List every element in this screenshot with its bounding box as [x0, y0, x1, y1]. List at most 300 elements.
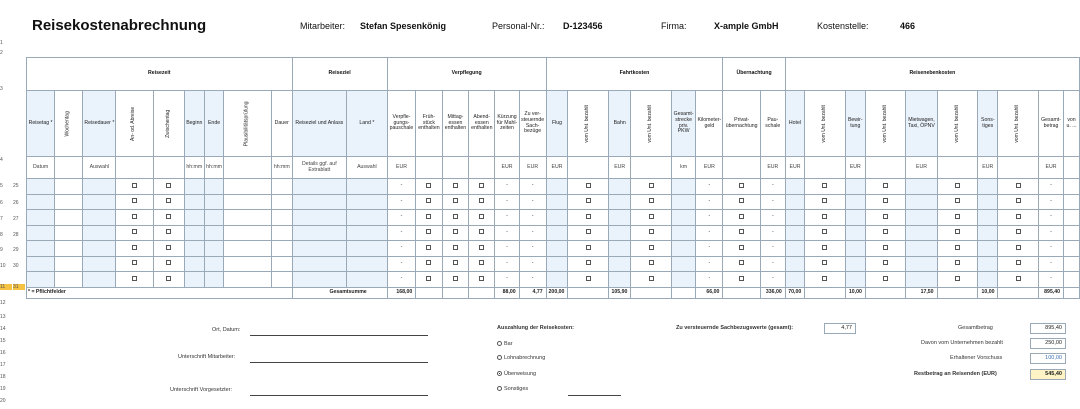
row-number[interactable]: 8: [0, 232, 3, 238]
radio-icon[interactable]: [497, 355, 502, 360]
checkbox-cell[interactable]: [805, 241, 846, 257]
checkbox-cell[interactable]: [865, 241, 906, 257]
input-cell[interactable]: [608, 225, 630, 241]
checkbox-cell[interactable]: [416, 225, 442, 241]
input-cell[interactable]: [978, 225, 998, 241]
checkbox-cell[interactable]: [568, 256, 609, 272]
checkbox-cell[interactable]: [631, 241, 672, 257]
checkbox-icon[interactable]: [1016, 229, 1021, 234]
checkbox-icon[interactable]: [426, 183, 431, 188]
checkbox-icon[interactable]: [1016, 214, 1021, 219]
checkbox-cell[interactable]: [998, 210, 1039, 226]
checkbox-cell[interactable]: [631, 179, 672, 195]
input-cell[interactable]: [978, 210, 998, 226]
checkbox-icon[interactable]: [426, 214, 431, 219]
checkbox-cell[interactable]: [116, 179, 153, 195]
row-number[interactable]: 13: [0, 314, 6, 320]
input-cell[interactable]: [27, 179, 55, 195]
checkbox-icon[interactable]: [739, 245, 744, 250]
input-cell[interactable]: [546, 179, 568, 195]
input-cell[interactable]: [292, 225, 346, 241]
checkbox-icon[interactable]: [453, 245, 458, 250]
input-cell[interactable]: [292, 179, 346, 195]
row-number[interactable]: 5: [0, 183, 3, 189]
checkbox-icon[interactable]: [166, 214, 171, 219]
checkbox-cell[interactable]: [442, 241, 469, 257]
checkbox-icon[interactable]: [883, 260, 888, 265]
checkbox-cell[interactable]: [805, 272, 846, 288]
input-cell[interactable]: [184, 241, 204, 257]
checkbox-icon[interactable]: [883, 183, 888, 188]
input-cell[interactable]: [978, 194, 998, 210]
input-cell[interactable]: [27, 225, 55, 241]
checkbox-cell[interactable]: [998, 256, 1039, 272]
checkbox-icon[interactable]: [955, 198, 960, 203]
row-number[interactable]: 7: [0, 216, 3, 222]
checkbox-cell[interactable]: [416, 272, 442, 288]
checkbox-icon[interactable]: [426, 229, 431, 234]
checkbox-cell[interactable]: [631, 272, 672, 288]
checkbox-cell[interactable]: [568, 194, 609, 210]
input-cell[interactable]: [608, 179, 630, 195]
checkbox-icon[interactable]: [586, 229, 591, 234]
input-cell[interactable]: [785, 241, 805, 257]
data-row-number[interactable]: 30: [13, 263, 19, 269]
checkbox-cell[interactable]: [937, 225, 978, 241]
input-cell[interactable]: [906, 179, 937, 195]
checkbox-icon[interactable]: [586, 245, 591, 250]
checkbox-cell[interactable]: [805, 256, 846, 272]
employee-value[interactable]: Stefan Spesenkönig: [360, 21, 447, 31]
input-cell[interactable]: [906, 241, 937, 257]
data-row-number[interactable]: 28: [13, 232, 19, 238]
checkbox-cell[interactable]: [865, 179, 906, 195]
input-cell[interactable]: [184, 225, 204, 241]
input-cell[interactable]: [845, 241, 865, 257]
checkbox-cell[interactable]: [568, 241, 609, 257]
row-number[interactable]: 15: [0, 338, 6, 344]
checkbox-cell[interactable]: [442, 225, 469, 241]
checkbox-icon[interactable]: [453, 214, 458, 219]
checkbox-cell[interactable]: [116, 225, 153, 241]
sonstiges-line[interactable]: [568, 395, 621, 396]
input-cell[interactable]: [83, 194, 116, 210]
input-cell[interactable]: [906, 256, 937, 272]
checkbox-cell[interactable]: [937, 241, 978, 257]
data-row-number[interactable]: 25: [13, 183, 19, 189]
input-cell[interactable]: [292, 241, 346, 257]
option-bar[interactable]: Bar: [497, 341, 513, 347]
checkbox-icon[interactable]: [453, 183, 458, 188]
checkbox-icon[interactable]: [479, 183, 484, 188]
input-cell[interactable]: [978, 179, 998, 195]
option-ueberweisung[interactable]: Überweisung: [497, 371, 536, 377]
row-number[interactable]: 14: [0, 326, 6, 332]
input-cell[interactable]: [785, 272, 805, 288]
input-cell[interactable]: [906, 194, 937, 210]
checkbox-icon[interactable]: [426, 260, 431, 265]
checkbox-icon[interactable]: [166, 183, 171, 188]
checkbox-icon[interactable]: [453, 229, 458, 234]
checkbox-icon[interactable]: [1016, 198, 1021, 203]
checkbox-cell[interactable]: [865, 272, 906, 288]
checkbox-cell[interactable]: [865, 194, 906, 210]
checkbox-cell[interactable]: [805, 225, 846, 241]
checkbox-cell[interactable]: [442, 194, 469, 210]
input-cell[interactable]: [83, 210, 116, 226]
checkbox-cell[interactable]: [723, 179, 761, 195]
row-number[interactable]: 20: [0, 398, 6, 404]
checkbox-cell[interactable]: [805, 210, 846, 226]
input-cell[interactable]: [608, 272, 630, 288]
checkbox-cell[interactable]: [631, 194, 672, 210]
checkbox-cell[interactable]: [723, 272, 761, 288]
checkbox-icon[interactable]: [822, 214, 827, 219]
checkbox-icon[interactable]: [739, 260, 744, 265]
checkbox-icon[interactable]: [586, 214, 591, 219]
checkbox-icon[interactable]: [739, 229, 744, 234]
input-cell[interactable]: [671, 272, 695, 288]
checkbox-cell[interactable]: [116, 256, 153, 272]
input-cell[interactable]: [292, 256, 346, 272]
input-cell[interactable]: [671, 194, 695, 210]
input-cell[interactable]: [785, 256, 805, 272]
input-cell[interactable]: [785, 179, 805, 195]
unternehmen-value[interactable]: 250,00: [1030, 338, 1066, 349]
checkbox-cell[interactable]: [153, 256, 184, 272]
input-cell[interactable]: [845, 256, 865, 272]
checkbox-icon[interactable]: [1016, 245, 1021, 250]
checkbox-cell[interactable]: [469, 241, 495, 257]
checkbox-cell[interactable]: [937, 210, 978, 226]
checkbox-icon[interactable]: [739, 183, 744, 188]
checkbox-icon[interactable]: [426, 276, 431, 281]
input-cell[interactable]: [845, 225, 865, 241]
input-cell[interactable]: [546, 256, 568, 272]
checkbox-icon[interactable]: [883, 198, 888, 203]
input-cell[interactable]: [204, 241, 223, 257]
input-cell[interactable]: [671, 241, 695, 257]
checkbox-cell[interactable]: [116, 241, 153, 257]
checkbox-cell[interactable]: [865, 210, 906, 226]
input-cell[interactable]: [671, 256, 695, 272]
input-cell[interactable]: [608, 241, 630, 257]
checkbox-cell[interactable]: [937, 194, 978, 210]
checkbox-icon[interactable]: [649, 245, 654, 250]
row-number[interactable]: 17: [0, 362, 6, 368]
input-cell[interactable]: [204, 179, 223, 195]
checkbox-icon[interactable]: [739, 198, 744, 203]
checkbox-icon[interactable]: [883, 229, 888, 234]
checkbox-cell[interactable]: [469, 194, 495, 210]
checkbox-cell[interactable]: [116, 210, 153, 226]
input-cell[interactable]: [83, 225, 116, 241]
checkbox-icon[interactable]: [822, 276, 827, 281]
checkbox-cell[interactable]: [631, 256, 672, 272]
input-cell[interactable]: [671, 179, 695, 195]
checkbox-cell[interactable]: [442, 210, 469, 226]
row-number[interactable]: 2: [0, 50, 3, 56]
checkbox-icon[interactable]: [822, 245, 827, 250]
radio-selected-icon[interactable]: [497, 371, 502, 376]
ort-datum-line[interactable]: [250, 335, 428, 336]
checkbox-cell[interactable]: [723, 194, 761, 210]
checkbox-icon[interactable]: [822, 183, 827, 188]
checkbox-icon[interactable]: [166, 276, 171, 281]
input-cell[interactable]: [978, 241, 998, 257]
input-cell[interactable]: [906, 225, 937, 241]
row-number[interactable]: 1: [0, 40, 3, 46]
checkbox-icon[interactable]: [479, 260, 484, 265]
checkbox-icon[interactable]: [586, 260, 591, 265]
checkbox-icon[interactable]: [166, 229, 171, 234]
data-row-number[interactable]: 31: [13, 284, 25, 290]
row-number-selected[interactable]: 11: [0, 284, 12, 290]
input-cell[interactable]: [184, 210, 204, 226]
checkbox-icon[interactable]: [822, 198, 827, 203]
checkbox-icon[interactable]: [955, 214, 960, 219]
checkbox-cell[interactable]: [469, 210, 495, 226]
data-row-number[interactable]: 26: [13, 200, 19, 206]
checkbox-icon[interactable]: [955, 260, 960, 265]
input-cell[interactable]: [83, 241, 116, 257]
checkbox-icon[interactable]: [649, 260, 654, 265]
option-sonstiges[interactable]: Sonstiges: [497, 386, 528, 392]
checkbox-cell[interactable]: [865, 225, 906, 241]
checkbox-icon[interactable]: [739, 214, 744, 219]
checkbox-icon[interactable]: [132, 183, 137, 188]
input-cell[interactable]: [671, 210, 695, 226]
input-cell[interactable]: [27, 256, 55, 272]
radio-icon[interactable]: [497, 341, 502, 346]
input-cell[interactable]: [347, 194, 388, 210]
input-cell[interactable]: [978, 256, 998, 272]
checkbox-icon[interactable]: [1016, 183, 1021, 188]
input-cell[interactable]: [27, 241, 55, 257]
checkbox-icon[interactable]: [1016, 260, 1021, 265]
input-cell[interactable]: [347, 179, 388, 195]
row-number[interactable]: 19: [0, 386, 6, 392]
input-cell[interactable]: [845, 272, 865, 288]
input-cell[interactable]: [347, 210, 388, 226]
input-cell[interactable]: [671, 225, 695, 241]
input-cell[interactable]: [347, 256, 388, 272]
unterschrift-mitarbeiter-line[interactable]: [250, 362, 428, 363]
checkbox-cell[interactable]: [805, 179, 846, 195]
checkbox-cell[interactable]: [469, 272, 495, 288]
checkbox-icon[interactable]: [132, 245, 137, 250]
checkbox-icon[interactable]: [426, 245, 431, 250]
checkbox-icon[interactable]: [453, 198, 458, 203]
input-cell[interactable]: [546, 272, 568, 288]
checkbox-cell[interactable]: [998, 272, 1039, 288]
input-cell[interactable]: [845, 179, 865, 195]
checkbox-icon[interactable]: [166, 198, 171, 203]
input-cell[interactable]: [292, 272, 346, 288]
input-cell[interactable]: [204, 272, 223, 288]
checkbox-icon[interactable]: [883, 276, 888, 281]
input-cell[interactable]: [978, 272, 998, 288]
checkbox-icon[interactable]: [132, 229, 137, 234]
input-cell[interactable]: [608, 256, 630, 272]
checkbox-cell[interactable]: [998, 225, 1039, 241]
checkbox-cell[interactable]: [998, 241, 1039, 257]
data-row-number[interactable]: 27: [13, 216, 19, 222]
input-cell[interactable]: [546, 241, 568, 257]
checkbox-cell[interactable]: [568, 225, 609, 241]
checkbox-icon[interactable]: [649, 214, 654, 219]
unterschrift-vorgesetzter-line[interactable]: [250, 395, 428, 396]
row-number[interactable]: 6: [0, 200, 3, 206]
checkbox-cell[interactable]: [469, 179, 495, 195]
checkbox-cell[interactable]: [723, 225, 761, 241]
input-cell[interactable]: [347, 225, 388, 241]
checkbox-icon[interactable]: [955, 183, 960, 188]
checkbox-cell[interactable]: [153, 272, 184, 288]
input-cell[interactable]: [608, 210, 630, 226]
checkbox-icon[interactable]: [479, 198, 484, 203]
row-number[interactable]: 4: [0, 157, 3, 163]
checkbox-cell[interactable]: [153, 225, 184, 241]
checkbox-icon[interactable]: [132, 198, 137, 203]
checkbox-cell[interactable]: [416, 256, 442, 272]
input-cell[interactable]: [546, 210, 568, 226]
input-cell[interactable]: [204, 194, 223, 210]
checkbox-cell[interactable]: [153, 179, 184, 195]
input-cell[interactable]: [184, 179, 204, 195]
input-cell[interactable]: [347, 241, 388, 257]
checkbox-cell[interactable]: [568, 272, 609, 288]
checkbox-cell[interactable]: [937, 272, 978, 288]
checkbox-icon[interactable]: [132, 260, 137, 265]
checkbox-icon[interactable]: [955, 245, 960, 250]
checkbox-icon[interactable]: [479, 214, 484, 219]
checkbox-cell[interactable]: [998, 194, 1039, 210]
checkbox-cell[interactable]: [153, 194, 184, 210]
checkbox-icon[interactable]: [883, 214, 888, 219]
vorschuss-value[interactable]: 100,00: [1030, 353, 1066, 364]
checkbox-icon[interactable]: [453, 260, 458, 265]
input-cell[interactable]: [83, 256, 116, 272]
input-cell[interactable]: [546, 225, 568, 241]
checkbox-icon[interactable]: [166, 245, 171, 250]
checkbox-cell[interactable]: [937, 256, 978, 272]
input-cell[interactable]: [204, 256, 223, 272]
checkbox-cell[interactable]: [153, 241, 184, 257]
checkbox-cell[interactable]: [116, 272, 153, 288]
input-cell[interactable]: [785, 194, 805, 210]
checkbox-cell[interactable]: [416, 179, 442, 195]
input-cell[interactable]: [845, 194, 865, 210]
checkbox-cell[interactable]: [416, 194, 442, 210]
checkbox-cell[interactable]: [568, 210, 609, 226]
checkbox-icon[interactable]: [479, 245, 484, 250]
input-cell[interactable]: [27, 272, 55, 288]
company-value[interactable]: X-ample GmbH: [714, 21, 779, 31]
input-cell[interactable]: [83, 272, 116, 288]
input-cell[interactable]: [292, 194, 346, 210]
input-cell[interactable]: [204, 225, 223, 241]
input-cell[interactable]: [785, 210, 805, 226]
checkbox-icon[interactable]: [649, 183, 654, 188]
checkbox-cell[interactable]: [568, 179, 609, 195]
checkbox-icon[interactable]: [955, 229, 960, 234]
costcenter-value[interactable]: 466: [900, 21, 916, 31]
input-cell[interactable]: [608, 194, 630, 210]
input-cell[interactable]: [27, 194, 55, 210]
input-cell[interactable]: [785, 225, 805, 241]
input-cell[interactable]: [906, 272, 937, 288]
checkbox-cell[interactable]: [442, 256, 469, 272]
checkbox-icon[interactable]: [479, 276, 484, 281]
checkbox-icon[interactable]: [955, 276, 960, 281]
checkbox-cell[interactable]: [937, 179, 978, 195]
checkbox-cell[interactable]: [153, 210, 184, 226]
checkbox-icon[interactable]: [822, 260, 827, 265]
checkbox-icon[interactable]: [883, 245, 888, 250]
input-cell[interactable]: [906, 210, 937, 226]
checkbox-cell[interactable]: [723, 210, 761, 226]
checkbox-icon[interactable]: [132, 214, 137, 219]
input-cell[interactable]: [184, 194, 204, 210]
checkbox-cell[interactable]: [416, 210, 442, 226]
checkbox-cell[interactable]: [723, 256, 761, 272]
checkbox-icon[interactable]: [822, 229, 827, 234]
row-number[interactable]: 9: [0, 247, 3, 253]
input-cell[interactable]: [204, 210, 223, 226]
row-number[interactable]: 3: [0, 86, 3, 92]
input-cell[interactable]: [184, 256, 204, 272]
personnel-value[interactable]: D-123456: [563, 21, 603, 31]
input-cell[interactable]: [184, 272, 204, 288]
input-cell[interactable]: [845, 210, 865, 226]
input-cell[interactable]: [83, 179, 116, 195]
checkbox-cell[interactable]: [469, 256, 495, 272]
checkbox-cell[interactable]: [998, 179, 1039, 195]
checkbox-icon[interactable]: [586, 276, 591, 281]
checkbox-icon[interactable]: [586, 183, 591, 188]
data-row-number[interactable]: 29: [13, 247, 19, 253]
input-cell[interactable]: [347, 272, 388, 288]
option-lohnabrechnung[interactable]: Lohnabrechnung: [497, 355, 545, 361]
checkbox-cell[interactable]: [805, 194, 846, 210]
checkbox-icon[interactable]: [586, 198, 591, 203]
checkbox-cell[interactable]: [469, 225, 495, 241]
checkbox-cell[interactable]: [416, 241, 442, 257]
checkbox-icon[interactable]: [1016, 276, 1021, 281]
radio-icon[interactable]: [497, 386, 502, 391]
checkbox-cell[interactable]: [442, 272, 469, 288]
input-cell[interactable]: [546, 194, 568, 210]
checkbox-icon[interactable]: [426, 198, 431, 203]
row-number[interactable]: 16: [0, 350, 6, 356]
checkbox-icon[interactable]: [649, 276, 654, 281]
checkbox-cell[interactable]: [631, 225, 672, 241]
input-cell[interactable]: [27, 210, 55, 226]
checkbox-cell[interactable]: [116, 194, 153, 210]
checkbox-icon[interactable]: [166, 260, 171, 265]
row-number[interactable]: 10: [0, 263, 6, 269]
checkbox-cell[interactable]: [865, 256, 906, 272]
checkbox-icon[interactable]: [479, 229, 484, 234]
row-number[interactable]: 12: [0, 300, 6, 306]
input-cell[interactable]: [292, 210, 346, 226]
checkbox-cell[interactable]: [442, 179, 469, 195]
checkbox-cell[interactable]: [723, 241, 761, 257]
checkbox-icon[interactable]: [132, 276, 137, 281]
row-number[interactable]: 18: [0, 374, 6, 380]
checkbox-icon[interactable]: [649, 198, 654, 203]
